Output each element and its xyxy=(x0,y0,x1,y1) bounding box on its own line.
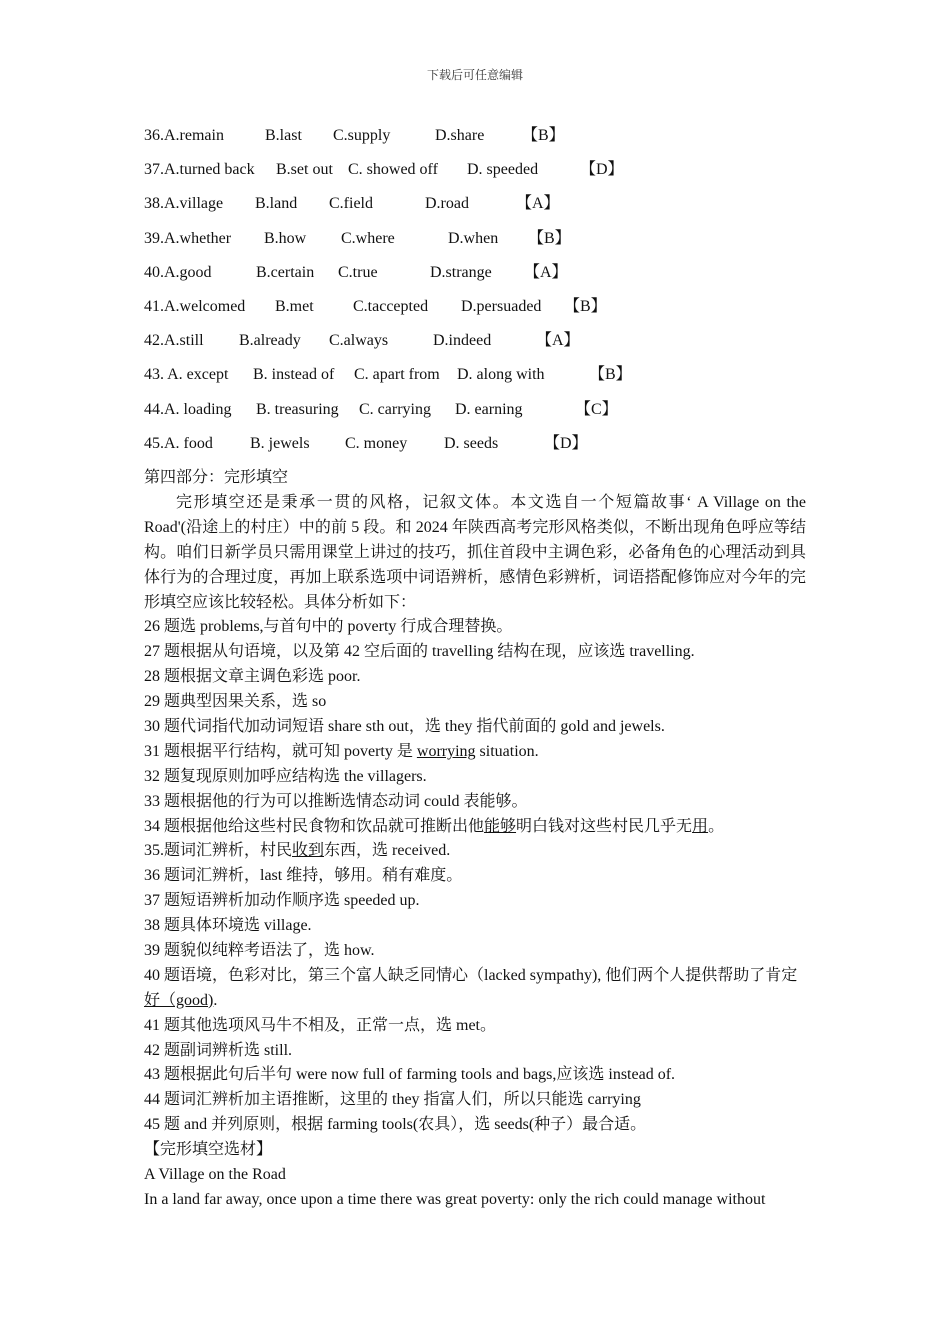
analysis-item: 32 题复现原则加呼应结构选 the villagers. xyxy=(144,767,427,785)
option-d: D. seeds xyxy=(444,434,499,452)
underlined-word: 能够 xyxy=(484,817,517,835)
option-b: B. instead of xyxy=(253,366,335,384)
material-title: 【完形填空选材】 xyxy=(144,1141,273,1159)
answer-mark: 【C】 xyxy=(575,400,618,418)
underlined-word: 好（good) xyxy=(144,991,214,1009)
option-a: 36.A.remain xyxy=(144,127,224,144)
option-d: D.persuaded xyxy=(461,297,542,315)
option-row xyxy=(144,192,824,226)
analysis-item: 29 题典型因果关系，选 so xyxy=(144,693,327,711)
page-header: 下载后可任意编辑 xyxy=(426,68,523,82)
option-c: C.true xyxy=(338,263,378,281)
option-a: 45.A. food xyxy=(144,434,213,452)
analysis-item: 44 题词汇辨析加主语推断，这里的 they 指富人们，所以只能选 carrying xyxy=(144,1091,641,1109)
analysis-item: 33 题根据他的行为可以推断选情态动词 could 表能够。 xyxy=(144,792,528,810)
option-b: B.last xyxy=(265,127,302,144)
option-b: B.how xyxy=(264,229,307,247)
analysis-item: 35.题词汇辨析，村民收到东西，选 received. xyxy=(144,842,451,860)
option-a: 37.A.turned back xyxy=(144,161,255,179)
analysis-item: 34 题根据他给这些村民食物和饮品就可推断出他能够明白钱对这些村民几乎无用。 xyxy=(144,817,725,835)
option-d: D.share xyxy=(435,127,485,144)
answer-mark: 【A】 xyxy=(536,332,580,350)
option-b: B.met xyxy=(275,297,314,315)
answer-options-list xyxy=(144,124,824,466)
option-c: C. carrying xyxy=(359,400,431,418)
analysis-item: 28 题根据文章主调色彩选 poor. xyxy=(144,668,361,686)
option-d: D. along with xyxy=(457,366,545,384)
option-b: B. jewels xyxy=(250,434,310,452)
story-first-line: In a land far away, once upon a time there was great poverty: only the rich could manage without xyxy=(144,1190,766,1208)
option-a: 44.A. loading xyxy=(144,400,232,418)
section-title: 第四部分：完形填空 xyxy=(144,469,289,486)
analysis-item: 26 题选 problems,与首句中的 poverty 行成合理替换。 xyxy=(144,618,513,636)
option-d: D. speeded xyxy=(467,161,539,179)
option-a: 42.A.still xyxy=(144,332,204,350)
option-b: B.certain xyxy=(256,263,315,281)
analysis-item: 38 题具体环境选 village. xyxy=(144,917,312,935)
analysis-item: 39 题貌似纯粹考语法了，选 how. xyxy=(144,942,375,959)
option-row xyxy=(144,398,824,432)
option-d: D.strange xyxy=(430,263,492,281)
option-c: C.taccepted xyxy=(353,297,429,315)
answer-mark: 【B】 xyxy=(528,229,571,247)
option-d: D. earning xyxy=(455,400,523,418)
underlined-word: 用 xyxy=(692,817,709,835)
analysis-item: 41 题其他选项风马牛不相及，正常一点，选 met。 xyxy=(144,1016,496,1034)
answer-mark: 【D】 xyxy=(580,161,624,179)
underlined-word: worrying xyxy=(416,742,476,760)
option-c: C.always xyxy=(329,332,389,350)
answer-mark: 【B】 xyxy=(589,366,632,384)
option-d: D.when xyxy=(448,229,499,247)
story-title: A Village on the Road xyxy=(144,1166,286,1184)
option-a: 39.A.whether xyxy=(144,229,232,247)
answer-mark: 【B】 xyxy=(564,297,607,315)
analysis-item: 40 题语境，色彩对比，第三个富人缺乏同情心（lacked sympathy), 他们两个人提供帮助了肯定好（good). xyxy=(144,966,798,1009)
option-b: B.set out xyxy=(276,161,333,179)
analysis-item: 30 题代词指代加动词短语 share sth out，选 they 指代前面的 gold and jewels. xyxy=(144,717,665,735)
option-b: B.land xyxy=(255,195,298,213)
option-a: 43. A. except xyxy=(144,366,229,384)
option-c: C. money xyxy=(345,434,408,452)
option-c: C.where xyxy=(341,229,395,247)
analysis-item: 45 题 and 并列原则，根据 farming tools(农具），选 seeds(种子）最合适。 xyxy=(144,1116,647,1134)
option-b: B. treasuring xyxy=(256,400,339,418)
analysis-section xyxy=(144,466,806,1213)
option-c: C. apart from xyxy=(354,366,440,384)
option-d: D.indeed xyxy=(433,332,492,350)
option-c: C. showed off xyxy=(348,161,438,179)
option-c: C.supply xyxy=(333,127,391,144)
option-a: 38.A.village xyxy=(144,195,224,213)
option-row xyxy=(144,432,824,466)
option-row xyxy=(144,227,824,261)
analysis-item: 27 题根据从句语境，以及第 42 空后面的 travelling 结构在现，应该选 travelling. xyxy=(144,643,695,661)
analysis-item: 43 题根据此句后半句 were now full of farming tools and bags,应该选 instead of. xyxy=(144,1066,676,1084)
option-b: B.already xyxy=(239,332,301,350)
option-a: 41.A.welcomed xyxy=(144,297,246,315)
option-row xyxy=(144,124,824,158)
option-row xyxy=(144,158,824,192)
answer-mark: 【A】 xyxy=(516,195,560,213)
analysis-item: 37 题短语辨析加动作顺序选 speeded up. xyxy=(144,892,420,910)
underlined-word: 收到 xyxy=(292,842,325,860)
analysis-item: 31 题根据平行结构，就可知 poverty 是 worrying situation. xyxy=(144,742,539,760)
option-a: 40.A.good xyxy=(144,263,212,281)
option-d: D.road xyxy=(425,195,469,213)
option-c: C.field xyxy=(329,195,373,213)
option-row xyxy=(144,329,824,363)
analysis-item: 36 题词汇辨析，last 维持，够用。稍有难度。 xyxy=(144,867,463,885)
answer-mark: 【A】 xyxy=(524,263,568,281)
option-row xyxy=(144,363,824,397)
answer-mark: 【B】 xyxy=(522,127,565,144)
analysis-item: 42 题副词辨析选 still. xyxy=(144,1041,293,1059)
answer-mark: 【D】 xyxy=(544,434,588,452)
intro-paragraph: 完形填空还是秉承一贯的风格，记叙文体。本文选自一个短篇故事‘ A Village on the Road'(沿途上的村庄）中的前 5 段。和 2024 年陕西高考完形风格类似，不断出现角色呼应等结构。咱们日新学员只需用课堂上讲过的技巧，抓住首段中主调色彩，必备角色的心理活动到具体行为的合理过度，再加上联系选项中词语辨析，感情色彩辨析，词语搭配修饰应对今年的完形填空应该比较轻松。具体分析如下： xyxy=(144,493,806,611)
option-row xyxy=(144,295,824,329)
option-row xyxy=(144,261,824,295)
